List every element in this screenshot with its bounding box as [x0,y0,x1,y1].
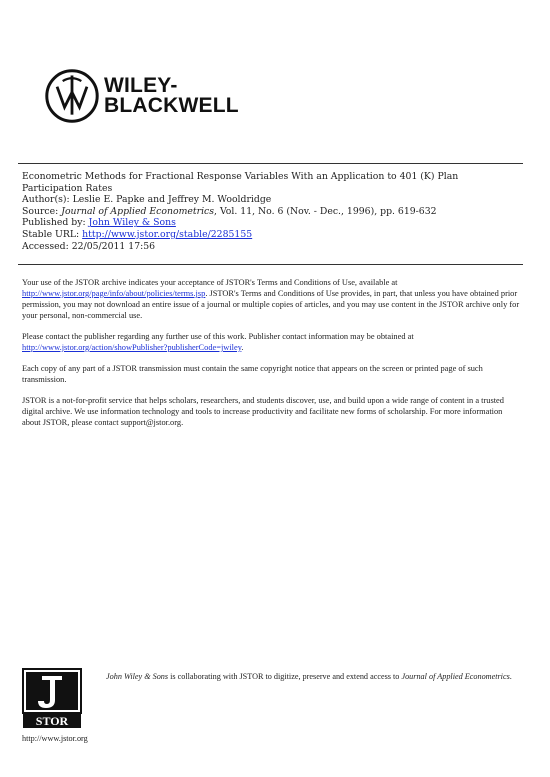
top-divider [18,163,523,164]
jstor-url[interactable]: http://www.jstor.org [22,734,88,743]
terms-p1-text: Your use of the JSTOR archive indicates your acceptance of JSTOR's Terms and Conditions of Use, available at [22,278,398,287]
terms-body [22,277,522,438]
stable-url-label: Stable URL: [22,228,80,240]
publisher-link[interactable]: John Wiley & Sons [88,217,176,229]
authors-label: Author(s): [22,194,70,206]
source-line [22,206,522,218]
journal-name: Journal of Applied Econometrics [61,205,215,217]
accessed-date: 22/05/2011 17:56 [71,240,156,252]
accessed-line [22,241,522,253]
terms-p2-end: . [241,343,244,352]
terms-paragraph-2 [22,331,522,353]
collaboration-note [106,672,526,682]
wiley-emblem-icon [44,68,100,124]
accessed-label: Accessed: [22,240,69,252]
collab-publisher: John Wiley & Sons [106,672,169,681]
terms-paragraph-1 [22,277,522,321]
article-title-line-1: Econometric Methods for Fractional Response Variables With an Application to 401 (K) Plan [22,171,459,182]
authors-line [22,194,522,206]
terms-p1-rest: . JSTOR's Terms and Conditions of Use provides, in part, that unless you have obtained prior permission, you may not download an entire issue of a journal or multiple copies of articles, and you may use content in the JSTOR archive only for your personal, non-commercial use. [22,289,520,320]
wiley-blackwell-wordmark [104,76,239,116]
citation-block [22,171,522,252]
jstor-footer [22,668,522,768]
jstor-wordmark: STOR [35,714,69,728]
collab-text: is collaborating with JSTOR to digitize, preserve and extend access to [168,672,402,681]
stable-url-link[interactable]: http://www.jstor.org/stable/2285155 [82,228,253,240]
source-details: , Vol. 11, No. 6 (Nov. - Dec., 1996), pp. 619-632 [214,205,437,217]
article-title-line-2: Participation Rates [22,182,113,194]
terms-p2-text: Please contact the publisher regarding any further use of this work. Publisher contact information may be obtained at [22,332,414,341]
wiley-blackwell-logo [44,68,239,124]
logo-line-1: WILEY- [104,74,178,97]
middle-divider [18,264,523,265]
terms-link[interactable]: http://www.jstor.org/page/info/about/policies/terms.jsp [22,289,206,298]
collab-end: . [509,672,512,681]
logo-line-2: BLACKWELL [104,94,239,117]
published-line [22,217,522,229]
stable-url-line [22,229,522,241]
authors: Leslie E. Papke and Jeffrey M. Wooldridge [72,194,272,206]
published-label: Published by: [22,217,86,229]
terms-paragraph-4: JSTOR is a not-for-profit service that helps scholars, researchers, and students discover, use, and build upon a wide range of content in a trusted digital archive. We use information technology and tools to increase productivity and facilitate new forms of scholarship. For more information about JSTOR, please contact support@jstor.org. [22,396,504,427]
jstor-logo-icon [22,668,82,730]
terms-paragraph-3: Each copy of any part of a JSTOR transmission must contain the same copyright notice that appears on the screen or printed page of such transmission. [22,364,483,384]
collab-journal: Journal of Applied Econometrics [401,672,510,681]
publisher-contact-link[interactable]: http://www.jstor.org/action/showPublisher?publisherCode=jwiley [22,343,242,352]
source-label: Source: [22,205,59,217]
